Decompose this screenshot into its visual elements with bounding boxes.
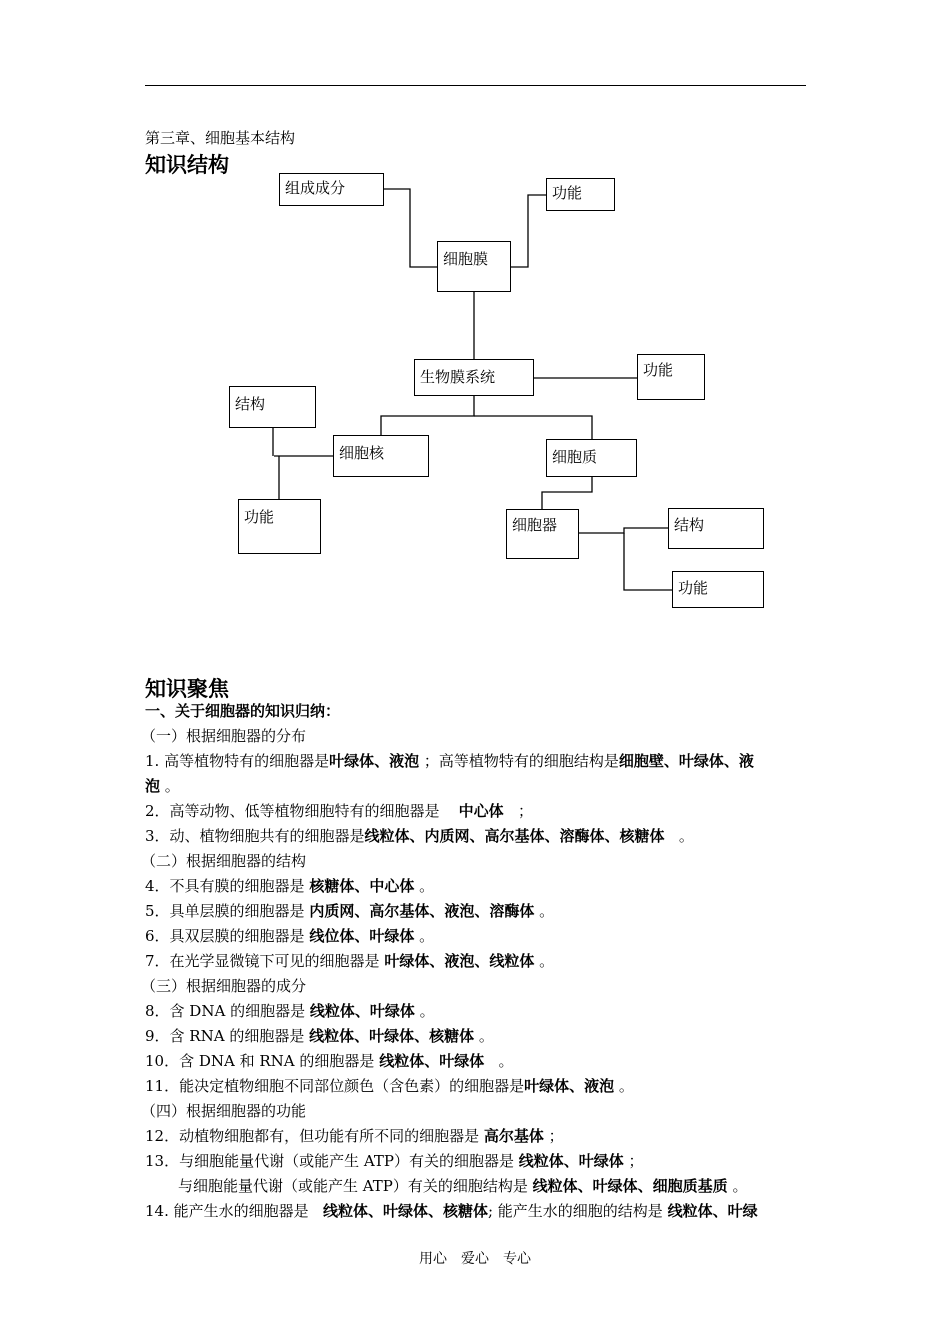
item-1-cont: 泡 。 [145, 777, 180, 795]
box-organelle: 细胞器 [506, 509, 579, 559]
item-14: 14. 能产生水的细胞器是 线粒体、叶绿体、核糖体; 能产生水的细胞的结构是 线粒体、叶绿 [145, 1202, 758, 1220]
section-heading-organelles: 一、关于细胞器的知识归纳： [145, 702, 341, 720]
item-1: 1. 高等植物特有的细胞器是叶绿体、液泡 ；高等植物特有的细胞结构是细胞壁、叶绿体、液 [145, 752, 754, 770]
box-nucleus-structure: 结构 [229, 386, 316, 428]
item-13: 13．与细胞能量代谢（或能产生 ATP）有关的细胞器是 线粒体、叶绿体 ； [145, 1152, 644, 1170]
box-cell-membrane: 细胞膜 [437, 241, 511, 292]
subheading-function: （四）根据细胞器的功能 [141, 1102, 307, 1120]
item-8: 8．含 DNA 的细胞器是 线粒体、叶绿体 。 [145, 1002, 435, 1020]
item-10: 10．含 DNA 和 RNA 的细胞器是 线粒体、叶绿体 。 [145, 1052, 514, 1070]
item-9: 9．含 RNA 的细胞器是 线粒体、叶绿体、核糖体 。 [145, 1027, 494, 1045]
connector-system-cytoplasm [474, 416, 592, 440]
item-7: 7．在光学显微镜下可见的细胞器是 叶绿体、液泡、线粒体 。 [145, 952, 555, 970]
box-biomembrane-system: 生物膜系统 [414, 359, 534, 396]
subheading-structure: （二）根据细胞器的结构 [141, 852, 307, 870]
connector-cytoplasm-organelle [542, 476, 592, 510]
connector-organelle-branch [578, 528, 669, 533]
connector-organelle-function [624, 533, 673, 590]
chapter-title: 第三章、细胞基本结构 [145, 129, 296, 147]
item-5: 5．具单层膜的细胞器是 内质网、高尔基体、液泡、溶酶体 。 [145, 902, 555, 920]
box-nucleus: 细胞核 [333, 435, 429, 477]
structure-diagram-connectors [0, 0, 950, 640]
item-6: 6．具双层膜的细胞器是 线位体、叶绿体 。 [145, 927, 435, 945]
connector-composition-membrane [383, 189, 438, 267]
page-footer: 用心 爱心 专心 [419, 1251, 531, 1267]
item-4: 4．不具有膜的细胞器是 核糖体、中心体 。 [145, 877, 435, 895]
knowledge-focus-heading: 知识聚焦 [145, 677, 229, 701]
connector-system-branch [381, 395, 474, 436]
box-membrane-function: 功能 [546, 178, 615, 211]
item-11: 11．能决定植物细胞不同部位颜色（含色素）的细胞器是叶绿体、液泡 。 [145, 1077, 634, 1095]
item-13-cont: 与细胞能量代谢（或能产生 ATP）有关的细胞结构是 线粒体、叶绿体、细胞质基质 。 [178, 1177, 748, 1195]
box-organelle-function: 功能 [672, 571, 764, 608]
knowledge-structure-heading: 知识结构 [145, 153, 229, 177]
box-organelle-structure: 结构 [668, 508, 764, 549]
subheading-distribution: （一）根据细胞器的分布 [141, 727, 307, 745]
item-2: 2．高等动物、低等植物细胞特有的细胞器是 中心体 ； [145, 802, 533, 820]
subheading-composition: （三）根据细胞器的成分 [141, 977, 307, 995]
box-cytoplasm: 细胞质 [546, 439, 637, 477]
item-12: 12．动植物细胞都有，但功能有所不同的细胞器是 高尔基体 ； [145, 1127, 564, 1145]
box-system-function: 功能 [637, 354, 705, 400]
connector-membrane-function [510, 195, 547, 267]
box-nucleus-function: 功能 [238, 499, 321, 554]
item-3: 3．动、植物细胞共有的细胞器是线粒体、内质网、高尔基体、溶酶体、核糖体 。 [145, 827, 694, 845]
box-composition: 组成成分 [279, 173, 384, 206]
